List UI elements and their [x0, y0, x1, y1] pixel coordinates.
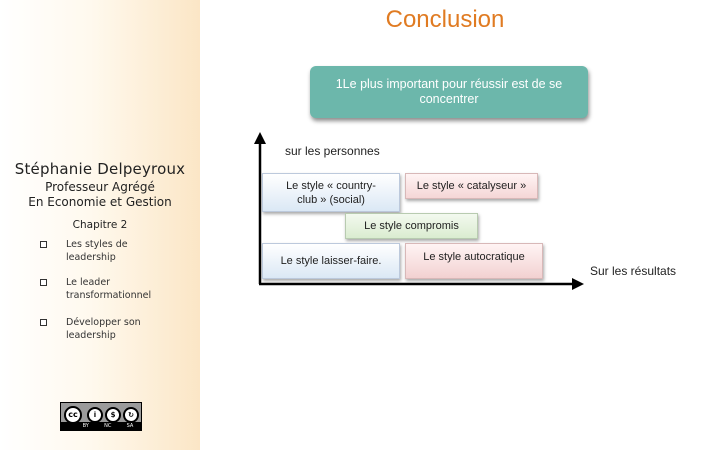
outline-item-label: Développer son leadership — [66, 317, 141, 341]
y-axis-label: sur les personnes — [285, 144, 380, 158]
style-country-club-box: Le style « country-club » (social) — [262, 173, 400, 212]
license-nc: NC — [104, 423, 112, 429]
cc-logo-icon: cc — [64, 406, 82, 424]
heading-box: 1Le plus important pour réussir est de se concentrer — [310, 66, 588, 118]
page-title: Conclusion — [385, 6, 505, 33]
style-compromis-box: Le style compromis — [345, 213, 478, 239]
outline-item-label: Les styles de leadership — [66, 239, 128, 263]
attribution-icon: i — [87, 407, 103, 423]
license-by: BY — [82, 423, 89, 429]
author-title-line2: En Economie et Gestion — [28, 195, 172, 209]
style-autocratique-box: Le style autocratique — [405, 243, 543, 279]
chapter-label: Chapitre 2 — [72, 219, 128, 231]
y-axis-arrow-icon — [254, 132, 266, 144]
outline-item-label: Le leader transformationnel — [66, 277, 152, 301]
noncommercial-icon: $ — [105, 407, 121, 423]
style-laisser-faire-box: Le style laisser-faire. — [262, 243, 400, 279]
style-catalyseur-box: Le style « catalyseur » — [405, 173, 538, 199]
x-axis-arrow-icon — [572, 278, 584, 290]
x-axis-label: Sur les résultats — [590, 264, 677, 278]
author-name: Stéphanie Delpeyroux — [14, 160, 186, 178]
license-sa: SA — [126, 423, 134, 429]
author-title-line1: Professeur Agrégé — [45, 180, 155, 194]
sharealike-icon: ↻ — [123, 407, 139, 423]
